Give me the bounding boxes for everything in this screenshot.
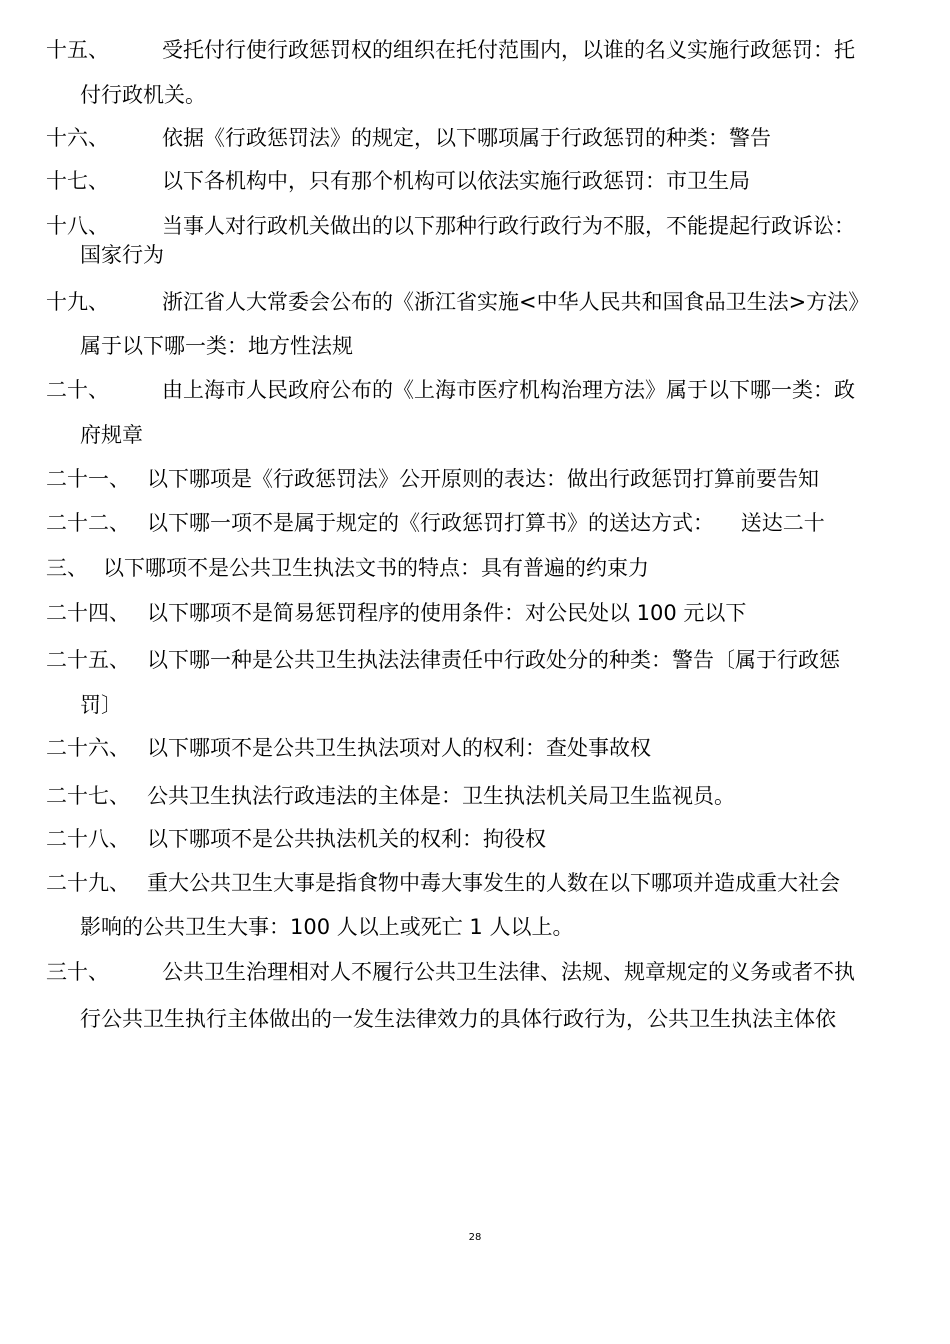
item-number: 二十五、 — [46, 648, 130, 672]
item-text: 属于以下哪一类：地方性法规 — [80, 334, 353, 358]
item-text: 影响的公共卫生大事：100 人以上或死亡 1 人以上。 — [80, 915, 574, 939]
item-number: 十九、 — [46, 290, 109, 314]
item-number: 十七、 — [46, 169, 109, 193]
item-text: 以下哪项不是公共执法机关的权利：拘役权 — [147, 827, 546, 851]
item-text: 公共卫生治理相对人不履行公共卫生法律、法规、规章规定的义务或者不执 — [162, 960, 855, 984]
item-number: 二十七、 — [46, 784, 130, 808]
item-text: 付行政机关。 — [80, 83, 206, 107]
item-number: 十六、 — [46, 126, 109, 150]
item-text: 行公共卫生执行主体做出的一发生法律效力的具体行政行为，公共卫生执法主体依 — [80, 1007, 836, 1031]
item-number: 三十、 — [46, 960, 109, 984]
item-text: 国家行为 — [80, 243, 164, 267]
item-text: 府规章 — [80, 423, 143, 447]
item-text: 以下哪项是《行政惩罚法》公开原则的表达：做出行政惩罚打算前要告知 — [147, 467, 819, 491]
item-number: 二十九、 — [46, 871, 130, 895]
item-text: 浙江省人大常委会公布的《浙江省实施<中华人民共和国食品卫生法>方法》 — [162, 290, 870, 314]
item-text: 依据《行政惩罚法》的规定，以下哪项属于行政惩罚的种类：警告 — [162, 126, 771, 150]
item-text: 以下各机构中，只有那个机构可以依法实施行政惩罚：市卫生局 — [162, 169, 750, 193]
item-text: 以下哪项不是简易惩罚程序的使用条件：对公民处以 100 元以下 — [147, 601, 747, 625]
item-number: 十五、 — [46, 38, 109, 62]
page-number: 28 — [468, 1232, 482, 1243]
item-number: 二十一、 — [46, 467, 130, 491]
item-text: 受托付行使行政惩罚权的组织在托付范围内，以谁的名义实施行政惩罚：托 — [162, 38, 855, 62]
item-number: 二十四、 — [46, 601, 130, 625]
item-number: 二十、 — [46, 378, 109, 402]
item-number: 二十八、 — [46, 827, 130, 851]
item-text: 由上海市人民政府公布的《上海市医疗机构治理方法》属于以下哪一类：政 — [162, 378, 855, 402]
item-text: 罚〕 — [80, 693, 122, 717]
item-text: 重大公共卫生大事是指食物中毒大事发生的人数在以下哪项并造成重大社会 — [147, 871, 840, 895]
item-text: 当事人对行政机关做出的以下那种行政行政行为不服，不能提起行政诉讼： — [162, 214, 855, 238]
item-number: 三、 — [46, 556, 88, 580]
item-text: 以下哪一种是公共卫生执法法律责任中行政处分的种类：警告〔属于行政惩 — [147, 648, 840, 672]
item-number: 十八、 — [46, 214, 109, 238]
item-text: 以下哪一项不是属于规定的《行政惩罚打算书》的送达方式： 送达二十 — [147, 511, 825, 535]
item-text: 以下哪项不是公共卫生执法文书的特点：具有普遍的约束力 — [103, 556, 649, 580]
item-number: 二十六、 — [46, 736, 130, 760]
item-text: 公共卫生执法行政违法的主体是：卫生执法机关局卫生监视员。 — [147, 784, 735, 808]
item-text: 以下哪项不是公共卫生执法项对人的权利：查处事故权 — [147, 736, 651, 760]
item-number: 二十二、 — [46, 511, 130, 535]
